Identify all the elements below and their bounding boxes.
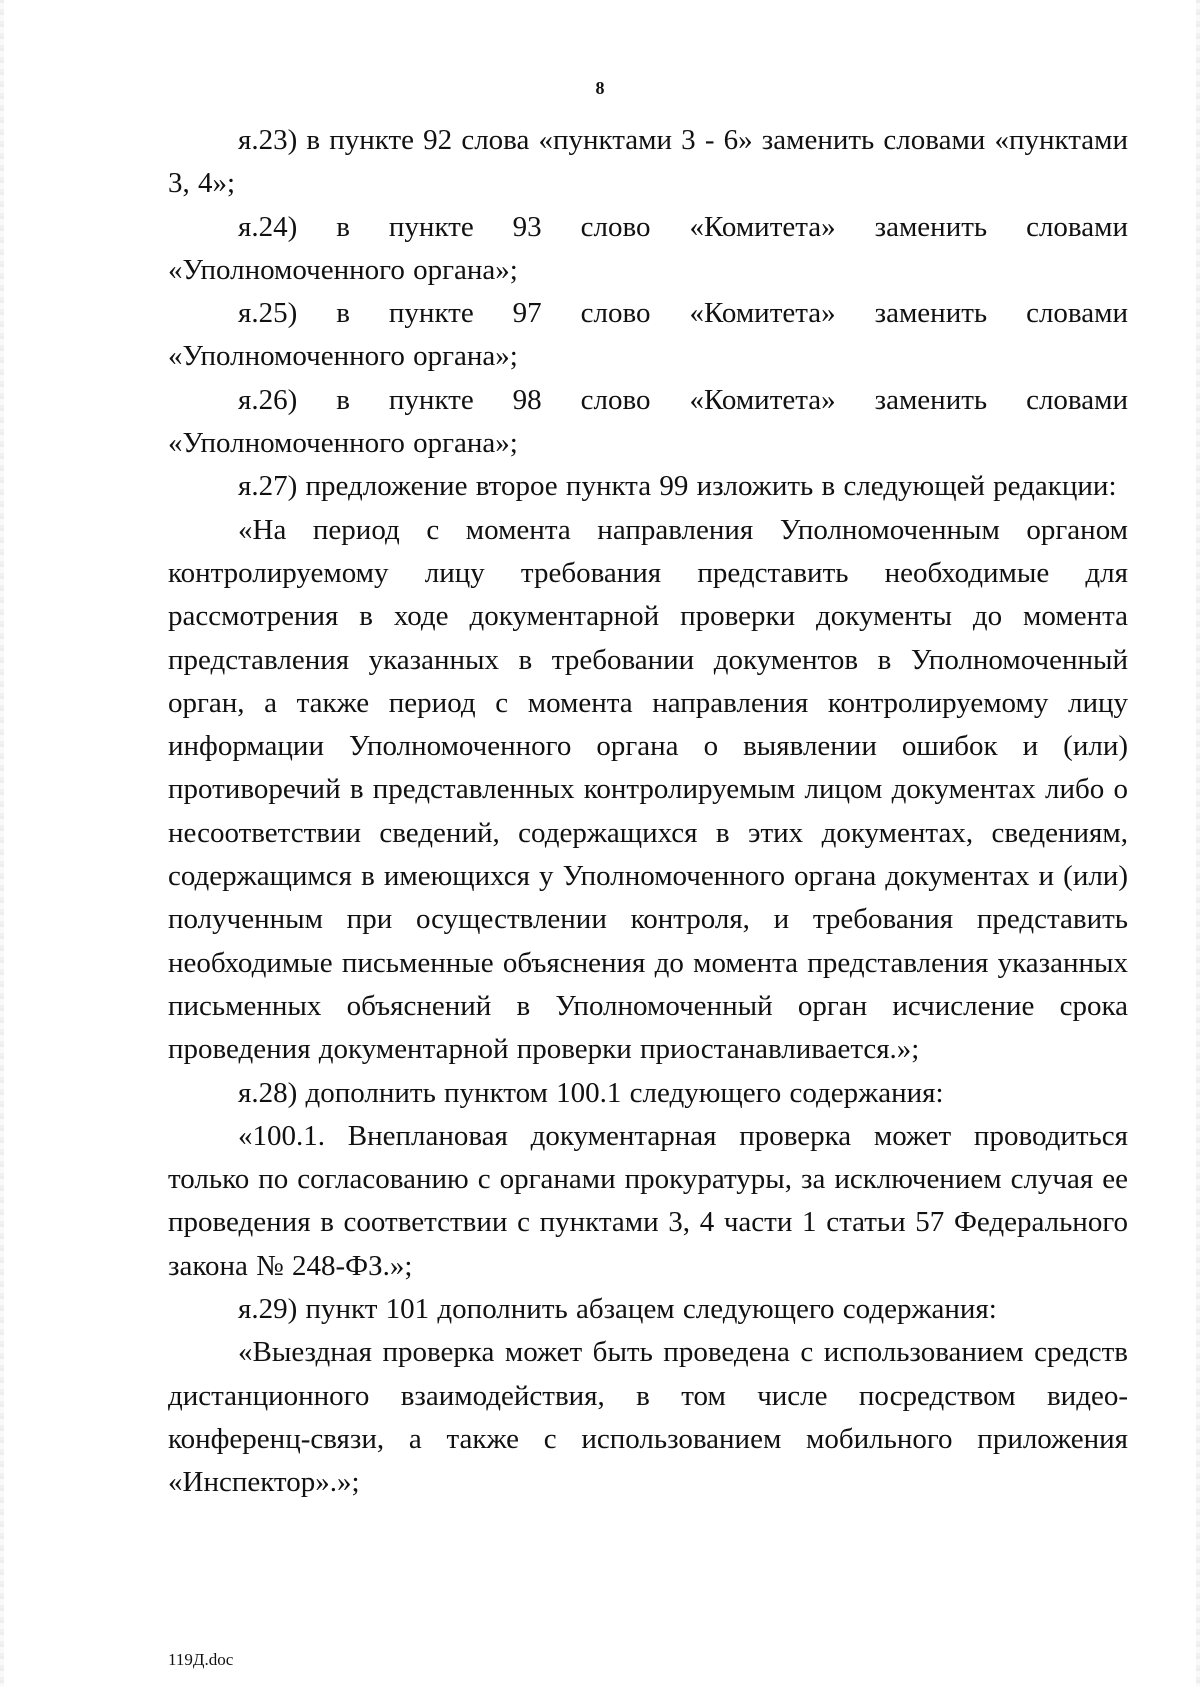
scan-edge-right (1196, 0, 1200, 1686)
paragraph-ya24: я.24) в пункте 93 слово «Комитета» заменить словами «Уполномоченного органа»; (168, 210, 1128, 286)
paragraph-quote-99: «На период с момента направления Уполномоченным органом контролируемому лицу требования представить необходимые для рассмотрения в ходе документарной проверки документы до момента представления указанных в требовании документов в Уполномоченный орган, а также период с момента направления контролируемому лицу информации Уполномоченного органа о выявлении ошибок и (или) противоречий в представленных контролируемым лицом документах либо о несоответствии сведений, содержащихся в этих документах, сведениям, содержащимся в имеющихся у Уполномоченного органа документах и (или) полученным при осуществлении контроля, и требования представить необходимые письменные объяснения до момента представления указанных письменных объяснений в Уполномоченный орган исчисление срока проведения документарной проверки приостанавливается.»; (168, 513, 1128, 1066)
paragraph-ya27: я.27) предложение второе пункта 99 изложить в следующей редакции: (238, 470, 1117, 503)
paragraph-quote-101: «Выездная проверка может быть проведена с использованием средств дистанционного взаимодействия, в том числе посредством видео-конференц-связи, а также с использованием мобильного приложения «Инспектор».»; (168, 1336, 1128, 1499)
paragraph-quote-100-1: «100.1. Внеплановая документарная проверка может проводиться только по согласованию с органами прокуратуры, за исключением случая ее проведения в соответствии с пунктами 3, 4 части 1 статьи 57 Федерального закона № 248-ФЗ.»; (168, 1119, 1128, 1282)
scan-edge-left (0, 0, 4, 1686)
document-filename: 119Д.doc (168, 1650, 234, 1669)
paragraph-ya28: я.28) дополнить пунктом 100.1 следующего содержания: (238, 1076, 944, 1109)
paragraph-ya26: я.26) в пункте 98 слово «Комитета» заменить словами «Уполномоченного органа»; (168, 383, 1128, 460)
document-body (168, 119, 1128, 1505)
paragraph-ya29: я.29) пункт 101 дополнить абзацем следующего содержания: (238, 1293, 997, 1326)
paragraph-ya25: я.25) в пункте 97 слово «Комитета» заменить словами «Уполномоченного органа»; (168, 297, 1128, 373)
page-number: 8 (595, 78, 605, 98)
paragraph-ya23: я.23) в пункте 92 слова «пунктами 3 - 6» заменить словами «пунктами 3, 4»; (168, 124, 1128, 200)
